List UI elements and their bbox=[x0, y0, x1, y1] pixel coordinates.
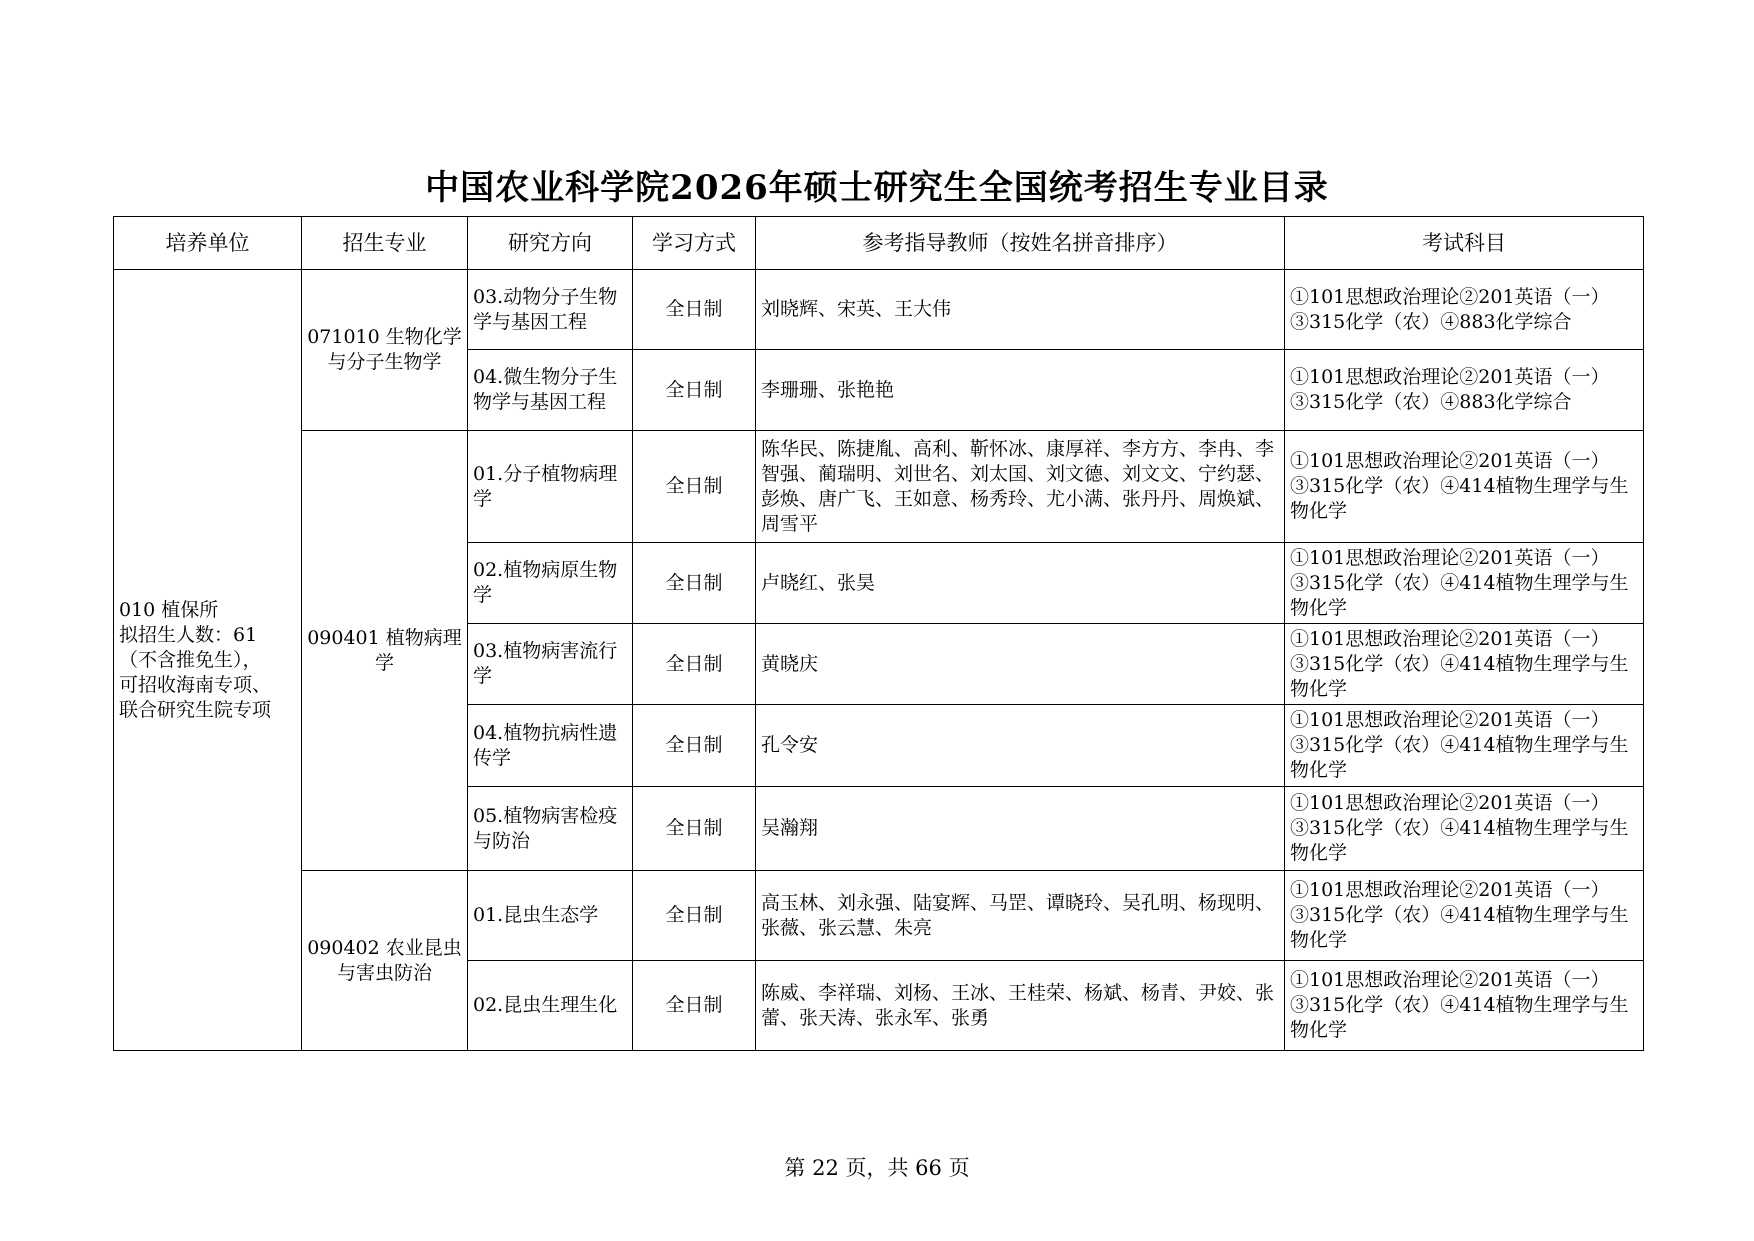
direction-cell: 02.植物病原生物学 bbox=[468, 543, 633, 624]
mode-cell: 全日制 bbox=[633, 961, 756, 1051]
table-row bbox=[114, 270, 1644, 350]
header-unit: 培养单位 bbox=[114, 217, 302, 270]
direction-cell: 01.昆虫生态学 bbox=[468, 871, 633, 961]
page-number: 第 22 页，共 66 页 bbox=[784, 1156, 970, 1180]
major-cell: 090401 植物病理学 bbox=[302, 431, 468, 871]
header-advisors: 参考指导教师（按姓名拼音排序） bbox=[756, 217, 1285, 270]
advisors-cell: 李珊珊、张艳艳 bbox=[756, 350, 1285, 431]
advisors-cell: 高玉林、刘永强、陆宴辉、马罡、谭晓玲、吴孔明、杨现明、张薇、张云慧、朱亮 bbox=[756, 871, 1285, 961]
direction-cell: 04.植物抗病性遗传学 bbox=[468, 705, 633, 787]
header-mode: 学习方式 bbox=[633, 217, 756, 270]
header-exam: 考试科目 bbox=[1285, 217, 1644, 270]
header-major: 招生专业 bbox=[302, 217, 468, 270]
mode-cell: 全日制 bbox=[633, 705, 756, 787]
mode-cell: 全日制 bbox=[633, 431, 756, 543]
mode-cell: 全日制 bbox=[633, 543, 756, 624]
unit-special-2: 联合研究生院专项 bbox=[119, 698, 272, 721]
exam-cell: ①101思想政治理论②201英语（一）③315化学（农）④414植物生理学与生物化学 bbox=[1285, 624, 1644, 705]
mode-cell: 全日制 bbox=[633, 270, 756, 350]
exam-cell: ①101思想政治理论②201英语（一）③315化学（农）④414植物生理学与生物化学 bbox=[1285, 543, 1644, 624]
direction-cell: 02.昆虫生理生化 bbox=[468, 961, 633, 1051]
advisors-cell: 吴瀚翔 bbox=[756, 787, 1285, 871]
page-title: 中国农业科学院2026年硕士研究生全国统考招生专业目录 bbox=[425, 168, 1329, 208]
advisors-cell: 刘晓辉、宋英、王大伟 bbox=[756, 270, 1285, 350]
mode-cell: 全日制 bbox=[633, 350, 756, 431]
advisors-cell: 孔令安 bbox=[756, 705, 1285, 787]
advisors-cell: 卢晓红、张昊 bbox=[756, 543, 1285, 624]
exam-cell: ①101思想政治理论②201英语（一）③315化学（农）④883化学综合 bbox=[1285, 270, 1644, 350]
unit-note: （不含推免生）， bbox=[119, 648, 262, 671]
table-row bbox=[114, 431, 1644, 543]
major-cell: 071010 生物化学与分子生物学 bbox=[302, 270, 468, 431]
direction-cell: 01.分子植物病理学 bbox=[468, 431, 633, 543]
exam-cell: ①101思想政治理论②201英语（一）③315化学（农）④414植物生理学与生物化学 bbox=[1285, 787, 1644, 871]
mode-cell: 全日制 bbox=[633, 787, 756, 871]
direction-cell: 03.植物病害流行学 bbox=[468, 624, 633, 705]
advisors-cell: 陈威、李祥瑞、刘杨、王冰、王桂荣、杨斌、杨青、尹姣、张蕾、张天涛、张永军、张勇 bbox=[756, 961, 1285, 1051]
header-row bbox=[114, 217, 1644, 270]
direction-cell: 05.植物病害检疫与防治 bbox=[468, 787, 633, 871]
unit-cell bbox=[114, 270, 302, 1051]
advisors-cell: 陈华民、陈捷胤、高利、靳怀冰、康厚祥、李方方、李冉、李智强、蔺瑞明、刘世名、刘太国、刘文德、刘文文、宁约瑟、彭焕、唐广飞、王如意、杨秀玲、尤小满、张丹丹、周焕斌、周雪平 bbox=[756, 431, 1285, 543]
direction-cell: 04.微生物分子生物学与基因工程 bbox=[468, 350, 633, 431]
table-row bbox=[114, 871, 1644, 961]
unit-quota: 拟招生人数：61 bbox=[119, 623, 258, 646]
exam-cell: ①101思想政治理论②201英语（一）③315化学（农）④414植物生理学与生物化学 bbox=[1285, 961, 1644, 1051]
exam-cell: ①101思想政治理论②201英语（一）③315化学（农）④883化学综合 bbox=[1285, 350, 1644, 431]
exam-cell: ①101思想政治理论②201英语（一）③315化学（农）④414植物生理学与生物化学 bbox=[1285, 871, 1644, 961]
unit-code: 010 植保所 bbox=[119, 598, 219, 621]
catalog-table bbox=[113, 216, 1644, 1051]
advisors-cell: 黄晓庆 bbox=[756, 624, 1285, 705]
major-cell: 090402 农业昆虫与害虫防治 bbox=[302, 871, 468, 1051]
mode-cell: 全日制 bbox=[633, 871, 756, 961]
exam-cell: ①101思想政治理论②201英语（一）③315化学（农）④414植物生理学与生物化学 bbox=[1285, 431, 1644, 543]
header-direction: 研究方向 bbox=[468, 217, 633, 270]
exam-cell: ①101思想政治理论②201英语（一）③315化学（农）④414植物生理学与生物化学 bbox=[1285, 705, 1644, 787]
mode-cell: 全日制 bbox=[633, 624, 756, 705]
direction-cell: 03.动物分子生物学与基因工程 bbox=[468, 270, 633, 350]
unit-special-1: 可招收海南专项、 bbox=[119, 673, 272, 696]
